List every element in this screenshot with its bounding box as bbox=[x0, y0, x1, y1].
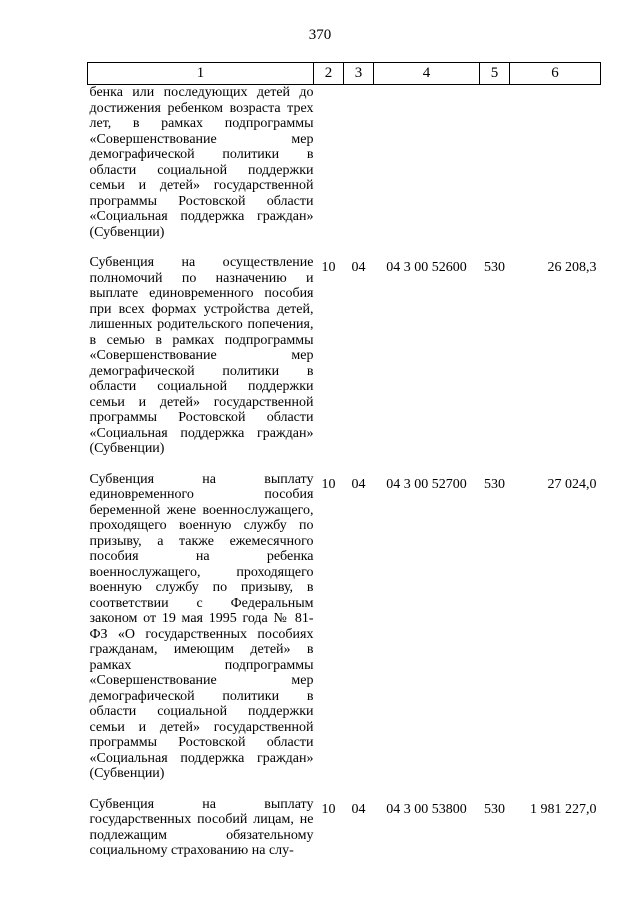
row-expense-type bbox=[480, 85, 510, 255]
row-target-code: 04 3 00 52600 bbox=[386, 260, 467, 275]
row-subsection bbox=[344, 85, 374, 255]
row-amount: 26 208,3 bbox=[547, 260, 597, 275]
header-col-5: 5 bbox=[480, 63, 510, 85]
row-expense-type: 530 bbox=[484, 801, 505, 817]
header-row bbox=[88, 63, 601, 85]
table-row bbox=[88, 796, 601, 873]
table-body bbox=[88, 85, 601, 873]
row-amount: 1 981 227,0 bbox=[530, 801, 597, 817]
table-row bbox=[88, 85, 601, 255]
header-col-3: 3 bbox=[344, 63, 374, 85]
row-subsection: 04 bbox=[351, 801, 366, 817]
table-header bbox=[88, 63, 601, 85]
table-row bbox=[88, 254, 601, 471]
row-section: 10 bbox=[321, 260, 336, 275]
row-target-code bbox=[374, 85, 480, 255]
row-expense-type: 530 bbox=[484, 260, 505, 275]
row-description: Субвенция на выплату единовременного пособия беременной жене военнослужащего, проходящего военную службу по призыву, а также ежемесячного пособия на ребенка военнослужащего, проходящего военную службу по призыву, в соответствии с Федеральным законом от 19 мая 1995 года № 81-ФЗ «О государственных пособиях гражданам, имеющим детей» в рамках подпрограммы «Совершенствование мер демографической политики в области социальной поддержки семьи и детей» государственной программы Ростовской области «Социальная поддержка граждан» (Субвенции) bbox=[89, 471, 314, 781]
row-expense-type: 530 bbox=[484, 476, 505, 492]
row-target-code: 04 3 00 53800 bbox=[386, 801, 467, 817]
header-col-6: 6 bbox=[510, 63, 601, 85]
row-section: 10 bbox=[321, 476, 336, 492]
budget-table-container bbox=[87, 62, 600, 873]
header-col-4: 4 bbox=[374, 63, 480, 85]
budget-table bbox=[87, 62, 601, 873]
row-subsection: 04 bbox=[351, 476, 366, 492]
row-description: Субвенция на осуществление полномочий по назначению и выплате единовременного пособия при всех формах устройства детей, лишенных родительского попечения, в семью в рамках подпрограммы «Совершенствование мер демографической политики в области социальной поддержки семьи и детей» государственной программы Ростовской области «Социальная поддержка граждан» (Субвенции) bbox=[89, 255, 314, 456]
header-col-2: 2 bbox=[314, 63, 344, 85]
row-description: бенка или последующих детей до достижения ребенком возраста трех лет, в рамках подпрограммы «Совершенствование мер демографической политики в области социальной поддержки семьи и детей» государственной программы Ростовской области «Социальная поддержка граждан» (Субвенции) bbox=[89, 85, 314, 240]
row-section bbox=[314, 85, 344, 255]
row-target-code: 04 3 00 52700 bbox=[386, 476, 467, 492]
table-row bbox=[88, 471, 601, 796]
row-subsection: 04 bbox=[351, 260, 366, 275]
row-section: 10 bbox=[321, 801, 336, 817]
row-amount: 27 024,0 bbox=[547, 476, 597, 492]
page-number: 370 bbox=[308, 27, 332, 43]
row-description: Субвенция на выплату государственных пособий лицам, не подлежащим обязательному социальному страхованию на слу- bbox=[89, 796, 314, 858]
row-amount bbox=[510, 85, 601, 255]
header-col-1: 1 bbox=[88, 63, 314, 85]
